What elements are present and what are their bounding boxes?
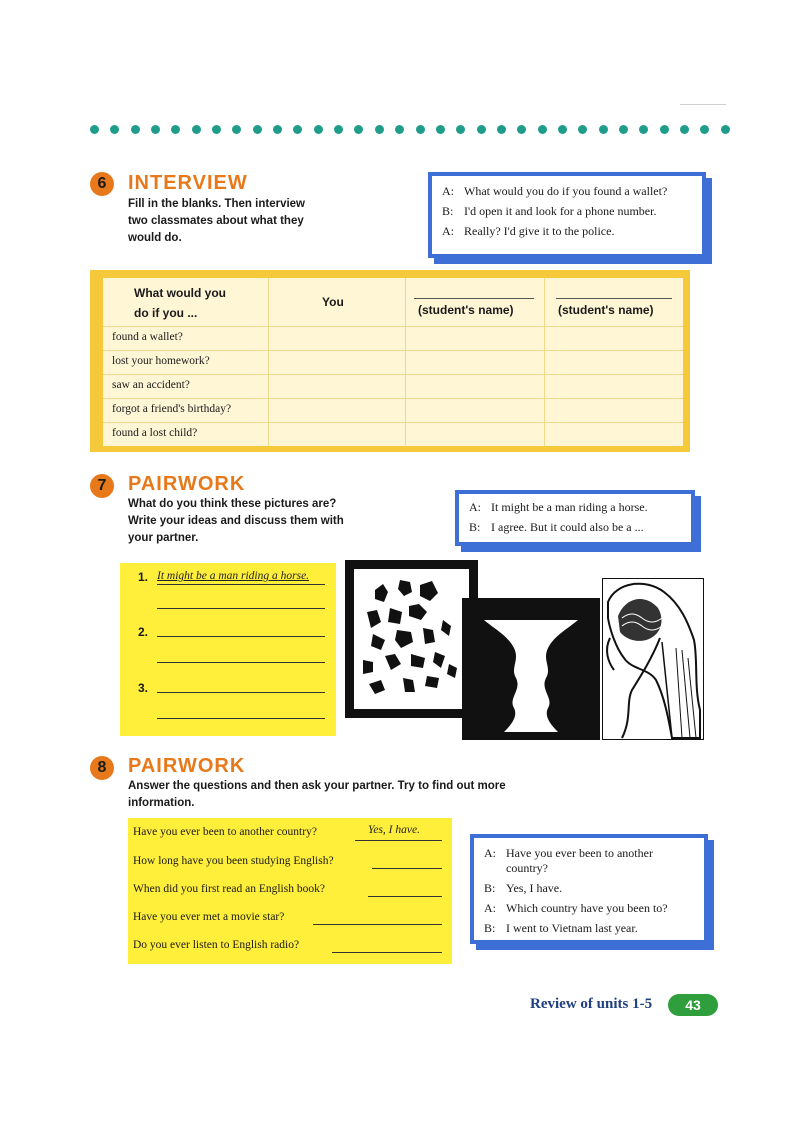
section-6-title: INTERVIEW — [128, 172, 248, 194]
answer-line[interactable] — [157, 718, 325, 719]
divider-dot — [151, 125, 160, 134]
divider-dot — [354, 125, 363, 134]
answer-line[interactable] — [157, 692, 325, 693]
dialog-line: A: What would you do if you found a wallet? — [442, 184, 668, 198]
divider-dot — [538, 125, 547, 134]
instruction-line: would do. — [128, 232, 182, 244]
picture-woman-illusion — [602, 578, 704, 740]
divider-dot — [131, 125, 140, 134]
section-6-instructions — [128, 196, 305, 247]
divider-dot — [416, 125, 425, 134]
table-header-you: You — [322, 295, 344, 309]
table-divider — [103, 398, 683, 399]
instruction-line: information. — [128, 797, 195, 809]
page-number-badge: 43 — [668, 994, 718, 1016]
table-row-label: found a wallet? — [112, 331, 183, 343]
divider-dot — [334, 125, 343, 134]
divider-dot — [517, 125, 526, 134]
student-name-line — [414, 298, 534, 299]
answer-box — [120, 563, 336, 736]
picture-vase-faces — [462, 598, 600, 740]
section-7-number: 7 — [90, 474, 114, 498]
dialog-line: B: Yes, I have. — [484, 881, 563, 895]
instruction-line: Fill in the blanks. Then interview — [128, 198, 306, 210]
dialog-line: A: It might be a man riding a horse. — [469, 500, 648, 514]
divider-dot — [436, 125, 445, 134]
divider-dot — [110, 125, 119, 134]
section-6-number: 6 — [90, 172, 114, 196]
table-divider — [103, 374, 683, 375]
table-row-label: forgot a friend's birthday? — [112, 403, 232, 415]
instruction-line: your partner. — [128, 532, 199, 544]
answer-line[interactable] — [157, 636, 325, 637]
table-row-label: lost your homework? — [112, 355, 210, 367]
divider-dot — [395, 125, 404, 134]
footer-label: Review of units 1-5 — [530, 996, 653, 1012]
section-8-number: 8 — [90, 756, 114, 780]
picture-blobs — [345, 560, 478, 718]
divider-dot — [314, 125, 323, 134]
question: How long have you been studying English? — [133, 855, 334, 867]
divider-dot — [192, 125, 201, 134]
answer-number: 1. — [138, 570, 149, 584]
instruction-line: two classmates about what they — [128, 215, 304, 227]
question: Do you ever listen to English radio? — [133, 939, 300, 951]
answer-line[interactable] — [372, 868, 442, 869]
section-8-dialog-box — [470, 834, 708, 944]
divider-dot — [273, 125, 282, 134]
answer-line[interactable] — [157, 584, 325, 585]
dialog-line: A: Which country have you been to? — [484, 901, 668, 915]
answer-line[interactable] — [332, 952, 442, 953]
section-6-dialog-box — [428, 172, 706, 258]
table-header-student-2: (student's name) — [558, 303, 654, 317]
divider-dot — [293, 125, 302, 134]
dialog-line: A: Have you ever been to another country? — [484, 846, 653, 875]
question: Have you ever met a movie star? — [133, 911, 285, 923]
table-divider — [103, 350, 683, 351]
divider-dot — [90, 125, 99, 134]
section-7-instructions — [128, 496, 344, 547]
table-row-label: found a lost child? — [112, 427, 198, 439]
answer-line[interactable] — [157, 662, 325, 663]
divider-dot — [232, 125, 241, 134]
section-8-title: PAIRWORK — [128, 755, 246, 777]
divider-dot — [477, 125, 486, 134]
answer-line[interactable] — [355, 840, 442, 841]
question: When did you first read an English book? — [133, 883, 325, 895]
section-8-instructions — [128, 778, 506, 812]
divider-dot — [212, 125, 221, 134]
example-answer: Yes, I have. — [368, 824, 420, 836]
answer-line[interactable] — [368, 896, 442, 897]
divider-dot — [599, 125, 608, 134]
table-divider — [103, 422, 683, 423]
answer-number: 3. — [138, 681, 149, 695]
dialog-line: B: I went to Vietnam last year. — [484, 921, 638, 935]
dotted-divider — [90, 125, 730, 137]
divider-dot — [497, 125, 506, 134]
divider-dot — [171, 125, 180, 134]
divider-dot — [619, 125, 628, 134]
divider-dot — [721, 125, 730, 134]
table-divider — [103, 326, 683, 327]
dialog-line: B: I agree. But it could also be a ... — [469, 520, 644, 534]
divider-dot — [639, 125, 648, 134]
answer-number: 2. — [138, 625, 149, 639]
example-answer: It might be a man riding a horse. — [157, 570, 310, 582]
table-divider — [405, 278, 406, 446]
divider-dot — [660, 125, 669, 134]
dialog-line: B: I'd open it and look for a phone number. — [442, 204, 657, 218]
table-divider — [268, 278, 269, 446]
top-rule — [680, 104, 726, 105]
answer-line[interactable] — [313, 924, 442, 925]
section-7-title: PAIRWORK — [128, 473, 246, 495]
table-header-student-1: (student's name) — [418, 303, 514, 317]
divider-dot — [253, 125, 262, 134]
question: Have you ever been to another country? — [133, 826, 317, 838]
divider-dot — [700, 125, 709, 134]
table-divider — [544, 278, 545, 446]
instruction-line: Answer the questions and then ask your partner. Try to find out more — [128, 780, 506, 792]
divider-dot — [680, 125, 689, 134]
student-name-line — [556, 298, 672, 299]
answer-line[interactable] — [157, 608, 325, 609]
divider-dot — [456, 125, 465, 134]
instruction-line: Write your ideas and discuss them with — [128, 515, 344, 527]
divider-dot — [558, 125, 567, 134]
divider-dot — [375, 125, 384, 134]
section-7-dialog-box — [455, 490, 695, 546]
divider-dot — [578, 125, 587, 134]
instruction-line: What do you think these pictures are? — [128, 498, 337, 510]
dialog-line: A: Really? I'd give it to the police. — [442, 224, 615, 238]
table-row-label: saw an accident? — [112, 379, 190, 391]
table-header-question: What would you do if you ... — [134, 286, 226, 320]
